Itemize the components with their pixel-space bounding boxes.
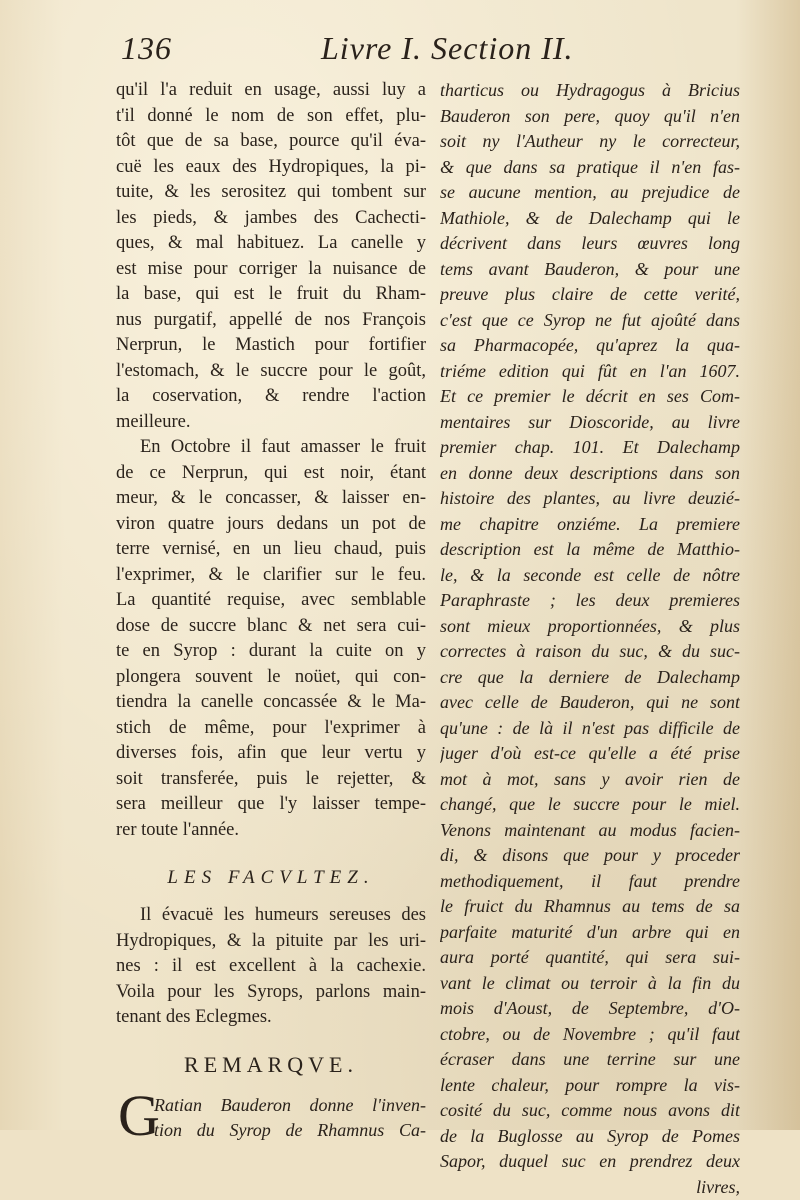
paragraph-1 xyxy=(116,78,426,435)
text-line: t'il donné le nom de son effet, plu- xyxy=(116,104,426,130)
text-line: juger d'où est-ce qu'elle a été prise xyxy=(440,741,740,767)
text-line: parfaite maturité d'un arbre qui en xyxy=(440,920,740,946)
text-line: aura porté quantité, qui sera sui- xyxy=(440,945,740,971)
text-line: décrivent dans leurs œuvres long xyxy=(440,231,740,257)
text-line: est mise pour corriger la nuisance de xyxy=(116,257,426,283)
text-line: stich de même, pour l'exprimer à xyxy=(116,716,426,742)
text-line: de ce Nerprun, qui est noir, étant xyxy=(116,461,426,487)
text-line: en donne deux descriptions dans son xyxy=(440,461,740,487)
text-line: avec celle de Bauderon, qui ne sont xyxy=(440,690,740,716)
text-line: triéme edition qui fût en l'an 1607. xyxy=(440,359,740,385)
text-line: Voila pour les Syrops, parlons main- xyxy=(116,980,426,1006)
text-line: diverses fois, afin que leur vertu y xyxy=(116,741,426,767)
text-line: sont mieux proportionnées, & plus xyxy=(440,614,740,640)
text-line: Venons maintenant au modus facien- xyxy=(440,818,740,844)
text-line: Il évacuë les humeurs sereuses des xyxy=(116,903,426,929)
text-line: l'exprimer, & le clarifier sur le feu. xyxy=(116,563,426,589)
right-column xyxy=(440,78,740,1200)
text-line: Et ce premier le décrit en ses Com- xyxy=(440,384,740,410)
text-line: me chapitre onziéme. La premiere xyxy=(440,512,740,538)
paragraph-4 xyxy=(116,1093,426,1144)
text-line: terre vernisé, en un lieu chaud, puis xyxy=(116,537,426,563)
text-line: te en Syrop : durant la cuite on y xyxy=(116,639,426,665)
text-line: qu'une : de là il n'est pas difficile de xyxy=(440,716,740,742)
running-title: Livre I. Section II. xyxy=(321,30,574,67)
text-line: soit ny l'Autheur ny le correcteur, xyxy=(440,129,740,155)
text-line: mois d'Aoust, de Septembre, d'O- xyxy=(440,996,740,1022)
text-line: nes : il est excellent à la cachexie. xyxy=(116,954,426,980)
text-line: rer toute l'année. xyxy=(116,818,426,844)
text-line: & que dans sa pratique il n'en fas- xyxy=(440,155,740,181)
page-header xyxy=(115,24,735,76)
text-line: les pieds, & jambes des Cachecti- xyxy=(116,206,426,232)
text-line: La quantité requise, avec semblable xyxy=(116,588,426,614)
text-line: correctes à raison du suc, & du suc- xyxy=(440,639,740,665)
text-line: changé, que le succre pour le miel. xyxy=(440,792,740,818)
text-line: methodiquement, il faut prendre xyxy=(440,869,740,895)
text-line: lente chaleur, pour rompre la vis- xyxy=(440,1073,740,1099)
text-line: vant le climat ou terroir à la fin du xyxy=(440,971,740,997)
page-number: 136 xyxy=(121,30,172,67)
text-line: c'est que ce Syrop ne fut ajoûté dans xyxy=(440,308,740,334)
text-line: meilleure. xyxy=(116,410,426,436)
text-line: se aucune mention, au prejudice de xyxy=(440,180,740,206)
text-line: di, & disons que pour y proceder xyxy=(440,843,740,869)
text-line: Bauderon son pere, quoy qu'il n'en xyxy=(440,104,740,130)
text-line: Hydropiques, & la pituite par les uri- xyxy=(116,929,426,955)
text-line: meur, & le concasser, & laisser en- xyxy=(116,486,426,512)
text-line: tenant des Eclegmes. xyxy=(116,1005,426,1031)
text-line: tharticus ou Hydragogus à Bricius xyxy=(440,78,740,104)
text-line: mentaires sur Dioscoride, au livre xyxy=(440,410,740,436)
text-line: histoire des plantes, au livre deuzié- xyxy=(440,486,740,512)
drop-cap: G xyxy=(118,1087,160,1145)
text-line: Paraphraste ; les deux premieres xyxy=(440,588,740,614)
text-line: l'estomach, & le succre pour le goût, xyxy=(116,359,426,385)
text-line: tiendra la canelle concassée & le Ma- xyxy=(116,690,426,716)
text-line: tion du Syrop de Rhamnus Ca- xyxy=(116,1118,426,1144)
paragraph-3 xyxy=(116,903,426,1031)
text-line: ctobre, ou de Novembre ; qu'il faut xyxy=(440,1022,740,1048)
facultez-heading: LES FACVLTEZ. xyxy=(116,853,426,903)
text-line: En Octobre il faut amasser le fruit xyxy=(116,435,426,461)
left-column xyxy=(116,78,426,1144)
text-line: premier chap. 101. Et Dalechamp xyxy=(440,435,740,461)
text-line: la coservation, & rendre l'action xyxy=(116,384,426,410)
text-line: Sapor, duquel suc en prendrez deux xyxy=(440,1149,740,1175)
paragraph-2 xyxy=(116,435,426,843)
text-line: le, & la seconde est celle de nôtre xyxy=(440,563,740,589)
remarque-heading: REMARQVE. xyxy=(116,1037,426,1093)
text-line: tôt que de sa base, pource qu'il éva- xyxy=(116,129,426,155)
text-line: sera meilleur que l'y laisser tempe- xyxy=(116,792,426,818)
text-line: preuve plus claire de cette verité, xyxy=(440,282,740,308)
text-line: qu'il l'a reduit en usage, aussi luy a xyxy=(116,78,426,104)
text-line: cuë les eaux des Hydropiques, la pi- xyxy=(116,155,426,181)
text-line: tuite, & les serositez qui tombent sur xyxy=(116,180,426,206)
text-line: description est la même de Matthio- xyxy=(440,537,740,563)
text-line: de la Buglosse au Syrop de Pomes xyxy=(440,1124,740,1150)
text-line: plongera souvent le noüet, qui con- xyxy=(116,665,426,691)
text-line: cre que la derniere de Dalechamp xyxy=(440,665,740,691)
text-line: soit transferée, puis le rejetter, & xyxy=(116,767,426,793)
text-line: tems avant Bauderon, & pour une xyxy=(440,257,740,283)
text-line: ques, & mal habituez. La canelle y xyxy=(116,231,426,257)
text-line: le fruict du Rhamnus au tems de sa xyxy=(440,894,740,920)
text-line: dose de succre blanc & net sera cui- xyxy=(116,614,426,640)
text-line: Ratian Bauderon donne l'inven- xyxy=(116,1093,426,1119)
text-line: sa Pharmacopée, qu'aprez la qua- xyxy=(440,333,740,359)
text-line: la base, qui est le fruit du Rham- xyxy=(116,282,426,308)
text-line: cosité du suc, comme nous avons dit xyxy=(440,1098,740,1124)
text-line: viron quatre jours dedans un pot de xyxy=(116,512,426,538)
text-line: nus purgatif, appellé de nos François xyxy=(116,308,426,334)
text-line: Nerprun, le Mastich pour fortifier xyxy=(116,333,426,359)
text-line: mot à mot, sans y avoir rien de xyxy=(440,767,740,793)
text-line: Mathiole, & de Dalechamp qui le xyxy=(440,206,740,232)
text-line: livres, xyxy=(440,1175,740,1200)
text-line: écraser dans une terrine sur une xyxy=(440,1047,740,1073)
